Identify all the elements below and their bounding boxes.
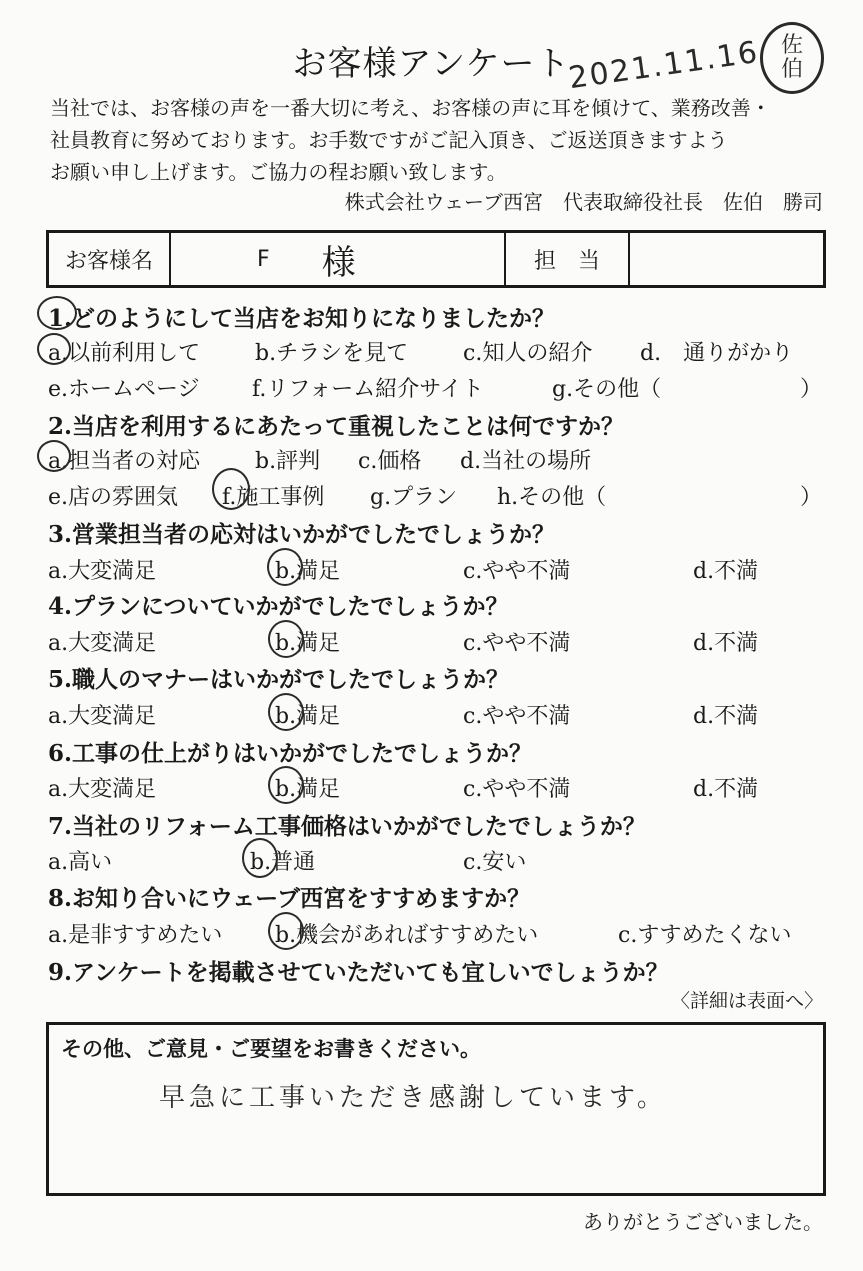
q2-option-g[interactable]: g.プラン — [370, 485, 458, 510]
customer-honorific: 様 — [321, 242, 356, 283]
q6-option-d[interactable]: d.不満 — [693, 777, 759, 802]
q1-option-b[interactable]: b.チラシを見て — [255, 341, 409, 366]
question-1: 1.どのようにして当店をお知りになりましたか？ — [48, 305, 556, 332]
stamp-char-1: 佐 — [780, 33, 803, 58]
question-4: 4.プランについていかがでしたでしょうか？ — [48, 593, 509, 620]
customer-name-value: F — [257, 246, 270, 272]
q1-other-close: ） — [800, 377, 823, 402]
q7-option-c[interactable]: c.安い — [463, 850, 527, 875]
handwritten-date: 2021.11.16 — [566, 34, 762, 97]
q4-option-c[interactable]: c.やや不満 — [463, 631, 571, 656]
customer-name-field[interactable] — [171, 233, 506, 285]
intro-line-1: 当社では、お客様の声を一番大切に考え、お客様の声に耳を傾けて、業務改善・ — [50, 96, 771, 120]
comment-box[interactable] — [46, 1022, 826, 1196]
q2-other-close: ） — [800, 485, 823, 510]
q1-option-c[interactable]: c.知人の紹介 — [463, 341, 593, 366]
q2-option-a[interactable]: a.担当者の対応 — [48, 449, 201, 474]
q4-option-a[interactable]: a.大変満足 — [48, 631, 157, 656]
q6-option-a[interactable]: a.大変満足 — [48, 777, 157, 802]
thank-you-footer: ありがとうございました。 — [583, 1210, 823, 1234]
q3-option-a[interactable]: a.大変満足 — [48, 559, 157, 584]
customer-info-table — [46, 230, 826, 288]
intro-line-3: お願い申し上げます。ご協力の程お願い致します。 — [50, 160, 507, 184]
question-7: 7.当社のリフォーム工事価格はいかがでしたでしょうか？ — [48, 813, 646, 840]
q1-option-a[interactable]: a.以前利用して — [48, 341, 201, 366]
customer-name-label: お客様名 — [49, 233, 171, 285]
q6-option-c[interactable]: c.やや不満 — [463, 777, 571, 802]
question-5: 5.職人のマナーはいかがでしたでしょうか？ — [48, 666, 510, 693]
q5-option-a[interactable]: a.大変満足 — [48, 704, 157, 729]
comment-handwritten: 早急に工事いただき感謝しています。 — [159, 1083, 667, 1113]
q7-option-b[interactable]: b.普通 — [250, 850, 316, 875]
question-9: 9.アンケートを掲載させていただいても宜しいでしょうか？ — [48, 959, 669, 986]
q1-option-g[interactable]: g.その他（ — [552, 377, 662, 402]
staff-label: 担 当 — [506, 233, 630, 285]
q2-option-d[interactable]: d.当社の場所 — [460, 449, 592, 474]
q5-option-b[interactable]: b.満足 — [275, 704, 341, 729]
q4-option-b[interactable]: b.満足 — [275, 631, 341, 656]
q4-option-d[interactable]: d.不満 — [693, 631, 759, 656]
q8-option-c[interactable]: c.すすめたくない — [618, 923, 792, 948]
q3-option-c[interactable]: c.やや不満 — [463, 559, 571, 584]
q2-option-f[interactable]: f.施工事例 — [222, 485, 325, 510]
q7-option-a[interactable]: a.高い — [48, 850, 113, 875]
survey-title: お客様アンケート — [292, 44, 571, 84]
company-signature: 株式会社ウェーブ西宮 代表取締役社長 佐伯 勝司 — [344, 190, 823, 214]
q2-option-c[interactable]: c.価格 — [358, 449, 422, 474]
q1-option-e[interactable]: e.ホームページ — [48, 377, 200, 402]
staff-field[interactable] — [630, 233, 823, 285]
intro-line-2: 社員教育に努めております。お手数ですがご記入頂き、ご返送頂きますよう — [50, 128, 728, 152]
q5-option-d[interactable]: d.不満 — [693, 704, 759, 729]
question-2: 2.当店を利用するにあたって重視したことは何ですか？ — [48, 413, 625, 440]
q3-option-d[interactable]: d.不満 — [693, 559, 759, 584]
q9-detail-note: 〈詳細は表面へ〉 — [670, 990, 823, 1012]
name-seal-stamp — [760, 22, 824, 94]
q6-option-b[interactable]: b.満足 — [275, 777, 341, 802]
q5-option-c[interactable]: c.やや不満 — [463, 704, 571, 729]
question-3: 3.営業担当者の応対はいかがでしたでしょうか？ — [48, 521, 556, 548]
q1-option-d[interactable]: d. 通りがかり — [640, 341, 794, 366]
question-6: 6.工事の仕上がりはいかがでしたでしょうか？ — [48, 740, 533, 767]
q3-option-b[interactable]: b.満足 — [275, 559, 341, 584]
comment-label: その他、ご意見・ご要望をお書きください。 — [61, 1036, 481, 1061]
q2-option-b[interactable]: b.評判 — [255, 449, 321, 474]
q1-option-f[interactable]: f.リフォーム紹介サイト — [252, 377, 484, 402]
q2-option-e[interactable]: e.店の雰囲気 — [48, 485, 179, 510]
stamp-char-2: 伯 — [780, 57, 803, 82]
q8-option-b[interactable]: b.機会があればすすめたい — [275, 923, 539, 948]
q8-option-a[interactable]: a.是非すすめたい — [48, 923, 223, 948]
q2-option-h[interactable]: h.その他（ — [497, 485, 607, 510]
question-8: 8.お知り合いにウェーブ西宮をすすめますか？ — [48, 885, 531, 912]
